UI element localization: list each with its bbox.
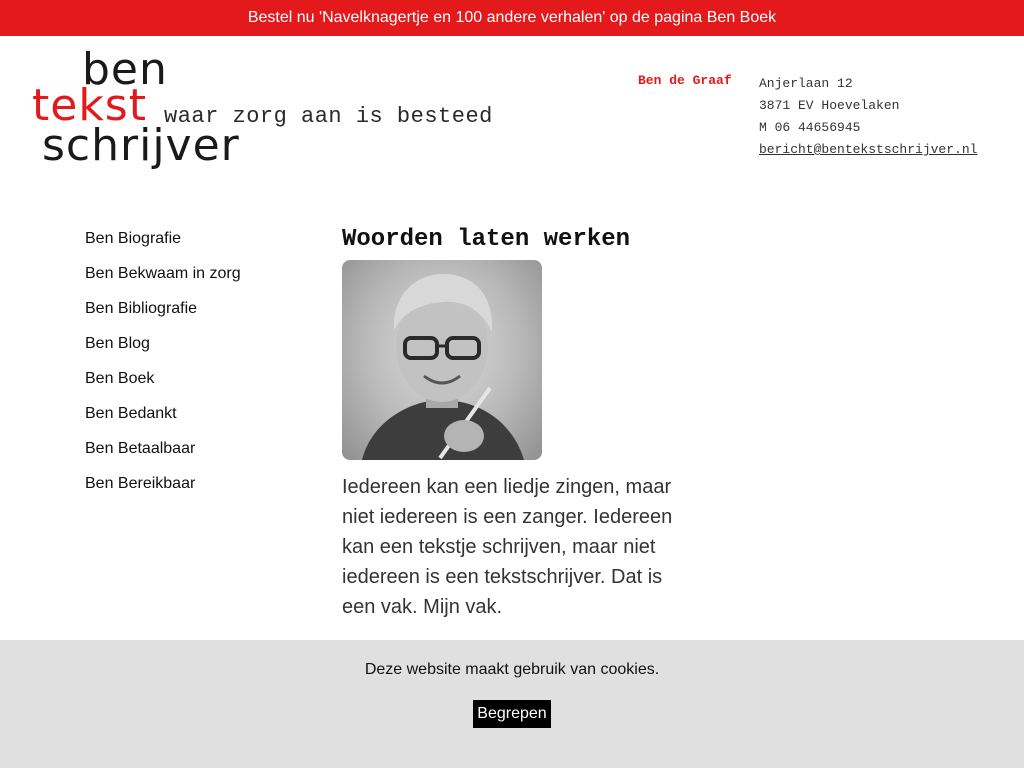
main-content bbox=[342, 226, 702, 622]
contact-street: Anjerlaan 12 bbox=[759, 76, 853, 91]
page-title: Woorden laten werken bbox=[342, 226, 631, 253]
nav-item-boek[interactable]: Ben Boek bbox=[85, 370, 155, 387]
contact-city: 3871 EV Hoevelaken bbox=[759, 98, 900, 113]
nav-item-betaalbaar[interactable]: Ben Betaalbaar bbox=[85, 440, 196, 457]
site-logo[interactable] bbox=[32, 44, 512, 178]
nav-item-blog[interactable]: Ben Blog bbox=[85, 335, 150, 352]
logo-word-schrijver: schrijver bbox=[42, 120, 240, 171]
intro-text: Iedereen kan een liedje zingen, maar niet iedereen is een zanger. Iedereen kan een tekstje schrijven, maar niet iedereen is een tekstschrijver. Dat is een vak. Mijn vak. bbox=[342, 476, 673, 618]
logo-word-tekst: tekst bbox=[32, 80, 147, 131]
nav-item-bedankt[interactable]: Ben Bedankt bbox=[85, 405, 177, 422]
portrait-photo bbox=[342, 260, 542, 460]
cookie-accept-button[interactable]: Begrepen bbox=[473, 700, 551, 728]
nav-item-bereikbaar[interactable]: Ben Bereikbaar bbox=[85, 475, 196, 492]
contact-email-link[interactable]: bericht@bentekstschrijver.nl bbox=[759, 142, 978, 157]
nav-item-biografie[interactable]: Ben Biografie bbox=[85, 230, 182, 247]
announcement-banner-link[interactable]: Bestel nu 'Navelknagertje en 100 andere verhalen' op de pagina Ben Boek bbox=[0, 0, 1024, 36]
logo-word-ben: ben bbox=[82, 44, 168, 95]
nav-item-bibliografie[interactable]: Ben Bibliografie bbox=[85, 300, 198, 317]
logo-tagline: waar zorg aan is besteed bbox=[164, 104, 493, 129]
portrait-illustration bbox=[342, 260, 542, 460]
contact-name: Ben de Graaf bbox=[638, 73, 732, 88]
cookie-banner bbox=[0, 640, 1024, 768]
cookie-message: Deze website maakt gebruik van cookies. bbox=[364, 661, 660, 678]
main-navigation bbox=[85, 229, 241, 509]
nav-item-bekwaam-in-zorg[interactable]: Ben Bekwaam in zorg bbox=[85, 265, 241, 282]
contact-phone: M 06 44656945 bbox=[759, 120, 861, 135]
contact-details bbox=[759, 73, 977, 161]
